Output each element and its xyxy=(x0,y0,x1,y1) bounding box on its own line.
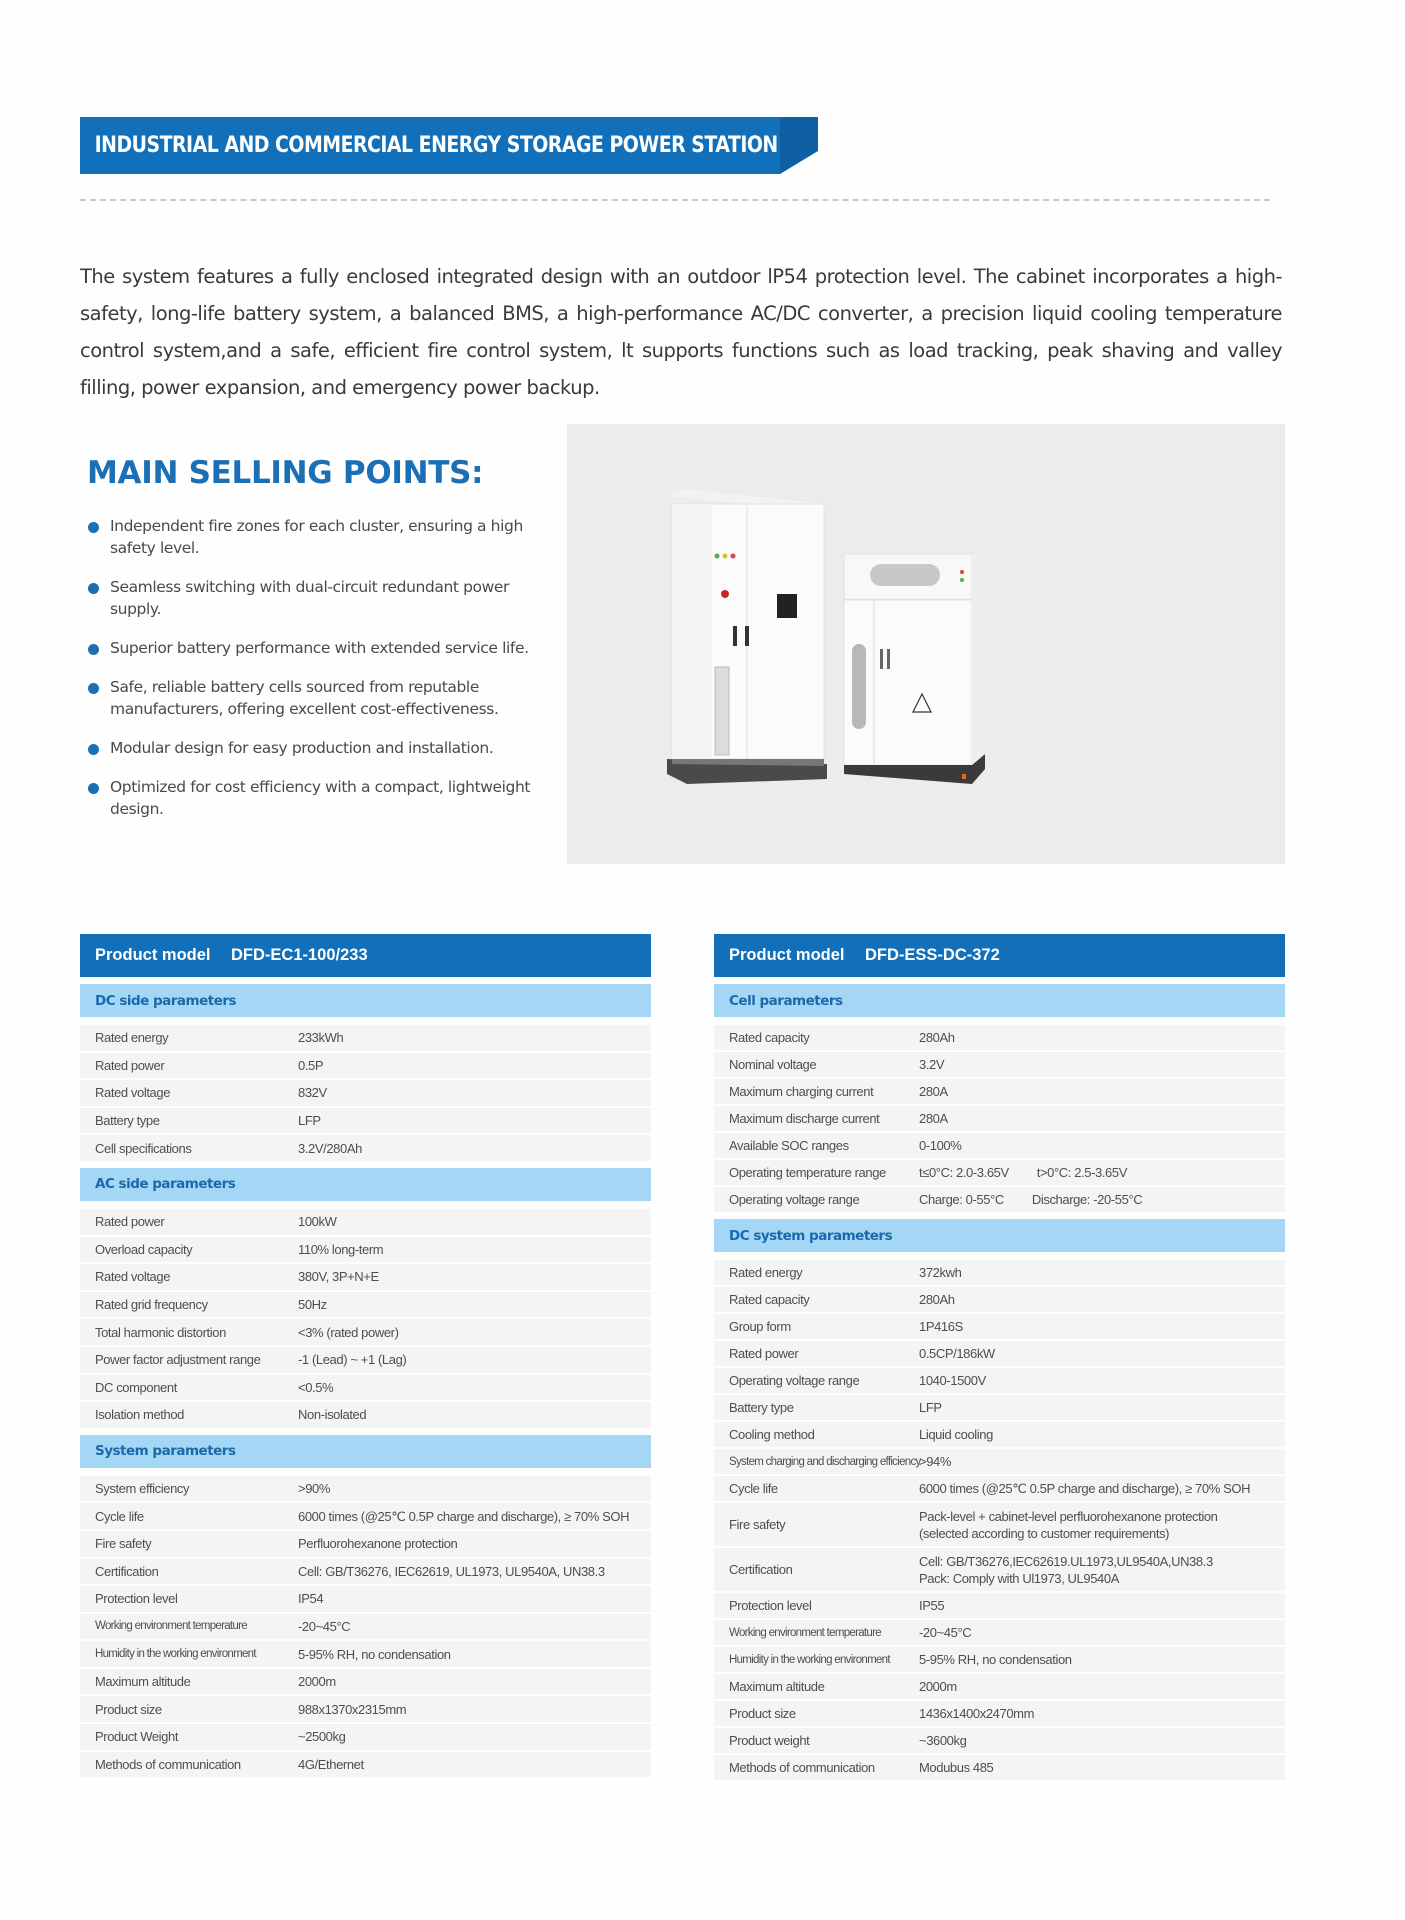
selling-point: Modular design for easy production and installation. xyxy=(88,737,543,759)
table-row xyxy=(80,1531,651,1557)
param-name: Maximum altitude xyxy=(729,1679,825,1694)
table-row xyxy=(714,1187,1285,1212)
param-value xyxy=(298,1533,651,1554)
param-value-text: Liquid cooling xyxy=(919,1427,993,1442)
param-value xyxy=(919,1189,1285,1210)
table-row xyxy=(714,1368,1285,1393)
param-name: System charging and discharging efficiency xyxy=(729,1455,921,1468)
param-name: Product weight xyxy=(729,1733,810,1748)
param-name: Maximum charging current xyxy=(729,1084,874,1099)
model-header xyxy=(80,934,651,977)
table-row xyxy=(714,1025,1285,1050)
bullet-icon xyxy=(88,783,99,794)
table-row xyxy=(80,1025,651,1051)
model-header xyxy=(714,934,1285,977)
param-value xyxy=(298,1322,651,1343)
param-value-text: -20~45°C xyxy=(919,1625,972,1640)
param-value-text: 2000m xyxy=(298,1674,336,1690)
param-value xyxy=(298,1110,651,1131)
param-name: Rated capacity xyxy=(729,1030,810,1045)
param-value xyxy=(298,1055,651,1076)
param-name: Maximum altitude xyxy=(95,1674,191,1690)
param-name: Nominal voltage xyxy=(729,1057,817,1072)
param-value-text: <3% (rated power) xyxy=(298,1324,399,1340)
param-value-text: 1436x1400x2470mm xyxy=(919,1706,1035,1721)
cabinets-illustration xyxy=(567,424,1285,864)
param-value xyxy=(919,1595,1285,1616)
param-value-text: Cell: GB/T36276, IEC62619, UL1973, UL9540A, UN38.3 xyxy=(298,1563,605,1579)
section-header: System parameters xyxy=(80,1435,651,1468)
param-value-text: 372kwh xyxy=(919,1265,962,1280)
param-value xyxy=(298,1478,651,1499)
param-name: Operating temperature range xyxy=(729,1165,886,1180)
param-value-text: 280Ah xyxy=(919,1292,955,1307)
param-value xyxy=(919,1370,1285,1391)
param-value-text: 100kW xyxy=(298,1214,337,1230)
param-value xyxy=(298,1294,651,1315)
param-value-text: 0.5P xyxy=(298,1057,324,1073)
param-value xyxy=(919,1676,1285,1697)
param-name: Protection level xyxy=(95,1591,178,1607)
product-image xyxy=(567,424,1285,864)
section-header: DC system parameters xyxy=(714,1219,1285,1252)
param-name: System efficiency xyxy=(95,1481,190,1497)
param-value xyxy=(298,1027,651,1048)
param-name: Cycle life xyxy=(95,1508,144,1524)
bullet-icon xyxy=(88,644,99,655)
param-value-text: 3.2V/280Ah xyxy=(298,1140,362,1156)
selling-point: Optimized for cost efficiency with a compact, lightweight design. xyxy=(88,776,543,820)
bullet-icon xyxy=(88,683,99,694)
param-value-text: 5-95% RH, no condensation xyxy=(298,1646,451,1662)
table-row xyxy=(80,1641,651,1667)
param-name: Rated voltage xyxy=(95,1085,171,1101)
table-row xyxy=(80,1292,651,1318)
table-row xyxy=(80,1135,651,1161)
param-name: Rated power xyxy=(95,1214,165,1230)
table-row xyxy=(714,1260,1285,1285)
param-value-text: IP55 xyxy=(919,1598,945,1613)
param-name: Rated voltage xyxy=(95,1269,171,1285)
param-name: Product Weight xyxy=(95,1729,179,1745)
param-name: Cycle life xyxy=(729,1481,778,1496)
section-header: DC side parameters xyxy=(80,984,651,1017)
intro-paragraph: The system features a fully enclosed integrated design with an outdoor lP54 protection level. The cabinet incorporates a high-safety, long-life battery system, a balanced BMS, a high-performance AC/DC converter, a precision liquid cooling temperature control system,and a safe, efficient fire control system, lt supports functions such as load tracking, peak shaving and valley filling, power expansion, and emergency power backup. xyxy=(80,264,1282,399)
section-header: Cell parameters xyxy=(714,984,1285,1017)
param-value xyxy=(298,1644,651,1665)
param-value-text: Cell: GB/T36276,IEC62619.UL1973,UL9540A,UN38.3 xyxy=(919,1553,1213,1569)
table-row xyxy=(714,1422,1285,1447)
param-name: Working environment temperature xyxy=(95,1620,247,1633)
param-name: Overload capacity xyxy=(95,1241,193,1257)
param-value-text: 50Hz xyxy=(298,1297,327,1313)
table-row xyxy=(714,1728,1285,1753)
table-row xyxy=(80,1586,651,1612)
param-name: Group form xyxy=(729,1319,791,1334)
table-row xyxy=(714,1133,1285,1158)
param-value xyxy=(919,1703,1285,1724)
param-value xyxy=(298,1561,651,1582)
param-value xyxy=(298,1211,651,1232)
param-name: DC component xyxy=(95,1379,177,1395)
param-value xyxy=(919,1262,1285,1283)
param-value-text: ~3600kg xyxy=(919,1733,967,1748)
param-name: Total harmonic distortion xyxy=(95,1324,226,1340)
table-row xyxy=(714,1395,1285,1420)
table-row xyxy=(80,1614,651,1640)
param-value xyxy=(919,1478,1285,1499)
table-row xyxy=(80,1108,651,1134)
table-row xyxy=(714,1701,1285,1726)
selling-point: Independent fire zones for each cluster, ensuring a high safety level. xyxy=(88,515,543,559)
param-value xyxy=(919,1649,1285,1670)
spec-table-dfd-ess-dc xyxy=(714,934,1285,1782)
table-row xyxy=(714,1593,1285,1618)
param-value-text: 1P416S xyxy=(919,1319,963,1334)
param-value-text: 110% long-term xyxy=(298,1241,384,1257)
param-value-text: 988x1370x2315mm xyxy=(298,1701,407,1717)
selling-points-heading: MAIN SELLING POINTS: xyxy=(87,455,484,491)
param-name: Fire safety xyxy=(95,1536,152,1552)
param-name: Cooling method xyxy=(729,1427,815,1442)
param-value-text: Modubus 485 xyxy=(919,1760,994,1775)
param-name: Methods of communication xyxy=(95,1756,241,1772)
table-row xyxy=(80,1347,651,1373)
table-row xyxy=(80,1264,651,1290)
param-name: Humidity in the working environment xyxy=(95,1648,256,1661)
table-row xyxy=(80,1319,651,1345)
table-row xyxy=(714,1503,1285,1546)
param-name: Operating voltage range xyxy=(729,1373,860,1388)
table-row xyxy=(714,1160,1285,1185)
section-rows xyxy=(714,1025,1285,1212)
selling-point: Safe, reliable battery cells sourced from reputable manufacturers, offering excellent cost-effectiveness. xyxy=(88,676,543,720)
table-row xyxy=(80,1696,651,1722)
param-value xyxy=(298,1754,651,1775)
param-value-text: Non-isolated xyxy=(298,1407,367,1423)
param-value xyxy=(298,1726,651,1747)
param-value xyxy=(919,1397,1285,1418)
table-row xyxy=(80,1402,651,1428)
param-value-text: 280A xyxy=(919,1084,948,1099)
table-row xyxy=(80,1476,651,1502)
param-value-text: 4G/Ethernet xyxy=(298,1756,364,1772)
param-value xyxy=(298,1377,651,1398)
table-row xyxy=(80,1080,651,1106)
spec-table-dfd-ec1 xyxy=(80,934,651,1779)
param-value-text: Charge: 0-55°C xyxy=(919,1192,1004,1207)
section-rows xyxy=(80,1209,651,1428)
model-label: Product model xyxy=(95,946,211,964)
table-row xyxy=(714,1449,1285,1474)
param-value-text: 5-95% RH, no condensation xyxy=(919,1652,1072,1667)
param-name: Available SOC ranges xyxy=(729,1138,849,1153)
param-value xyxy=(919,1108,1285,1129)
param-value xyxy=(298,1239,651,1260)
param-name: Rated energy xyxy=(95,1030,169,1046)
table-row xyxy=(714,1620,1285,1645)
param-value-text: Pack-level + cabinet-level perfluorohexanone protection xyxy=(919,1508,1218,1524)
param-value xyxy=(919,1424,1285,1445)
param-value-text: 2000m xyxy=(919,1679,957,1694)
param-value xyxy=(298,1506,651,1527)
param-value xyxy=(298,1616,651,1637)
param-value xyxy=(298,1588,651,1609)
table-row xyxy=(80,1053,651,1079)
dashed-divider xyxy=(80,199,1270,201)
param-value xyxy=(298,1671,651,1692)
param-name: Maximum discharge current xyxy=(729,1111,880,1126)
param-name: Battery type xyxy=(729,1400,794,1415)
table-row xyxy=(714,1314,1285,1339)
param-value-text: LFP xyxy=(919,1400,942,1415)
param-value-text: ~2500kg xyxy=(298,1729,346,1745)
param-value xyxy=(298,1404,651,1425)
param-value-text: 0.5CP/186kW xyxy=(919,1346,995,1361)
param-name: Working environment temperature xyxy=(729,1626,881,1639)
param-value xyxy=(919,1730,1285,1751)
table-row xyxy=(80,1209,651,1235)
table-row xyxy=(80,1375,651,1401)
param-value-text: >90% xyxy=(298,1481,331,1497)
model-label: Product model xyxy=(729,946,845,964)
section-rows xyxy=(714,1260,1285,1780)
selling-point: Seamless switching with dual-circuit redundant power supply. xyxy=(88,576,543,620)
param-value xyxy=(919,1506,1285,1544)
param-value xyxy=(298,1082,651,1103)
bullet-icon xyxy=(88,522,99,533)
section-rows xyxy=(80,1025,651,1161)
table-row xyxy=(714,1052,1285,1077)
param-value-text: -1 (Lead) ~ +1 (Lag) xyxy=(298,1352,407,1368)
selling-point: Superior battery performance with extended service life. xyxy=(88,637,543,659)
table-row xyxy=(80,1724,651,1750)
param-value-text: 280Ah xyxy=(919,1030,955,1045)
param-value-text: >94% xyxy=(919,1454,952,1469)
param-value-text: 380V, 3P+N+E xyxy=(298,1269,379,1285)
param-value xyxy=(919,1027,1285,1048)
param-value-text: 832V xyxy=(298,1085,327,1101)
param-value xyxy=(919,1162,1285,1183)
table-row xyxy=(714,1755,1285,1780)
table-row xyxy=(714,1106,1285,1131)
param-name: Cell specifications xyxy=(95,1140,192,1156)
section-rows xyxy=(80,1476,651,1778)
param-name: Fire safety xyxy=(729,1517,786,1532)
param-value-text: 6000 times (@25℃ 0.5P charge and discharge), ≥ 70% SOH xyxy=(919,1481,1251,1496)
param-value-text: 6000 times (@25℃ 0.5P charge and discharge), ≥ 70% SOH xyxy=(298,1508,630,1524)
param-value xyxy=(919,1343,1285,1364)
param-value-text: 0-100% xyxy=(919,1138,962,1153)
large-cabinet xyxy=(667,489,827,784)
param-name: Rated capacity xyxy=(729,1292,810,1307)
param-name: Rated grid frequency xyxy=(95,1297,208,1313)
param-value xyxy=(298,1349,651,1370)
param-value-text: 1040-1500V xyxy=(919,1373,986,1388)
banner-tail-shape xyxy=(780,117,818,174)
table-row xyxy=(714,1341,1285,1366)
param-name: Rated energy xyxy=(729,1265,803,1280)
param-name: Certification xyxy=(729,1562,793,1577)
page-title-banner xyxy=(80,117,780,174)
param-value xyxy=(919,1289,1285,1310)
table-row xyxy=(714,1647,1285,1672)
param-value-secondary: t>0°C: 2.5-3.65V xyxy=(1036,1165,1127,1180)
param-value xyxy=(298,1266,651,1287)
table-row xyxy=(80,1559,651,1585)
param-name: Rated power xyxy=(95,1057,165,1073)
bullet-icon xyxy=(88,744,99,755)
param-name: Certification xyxy=(95,1563,159,1579)
selling-points-list xyxy=(88,515,543,837)
table-row xyxy=(80,1503,651,1529)
model-value: DFD-ESS-DC-372 xyxy=(865,946,1000,964)
param-value-line2: Pack: Comply with Ul1973, UL9540A xyxy=(919,1570,1119,1586)
param-value xyxy=(919,1135,1285,1156)
param-value xyxy=(919,1316,1285,1337)
param-name: Product size xyxy=(95,1701,162,1717)
param-value-text: IP54 xyxy=(298,1591,324,1607)
model-value: DFD-EC1-100/233 xyxy=(231,946,368,964)
table-row xyxy=(80,1752,651,1778)
param-value xyxy=(919,1054,1285,1075)
param-name: Product size xyxy=(729,1706,796,1721)
table-row xyxy=(714,1548,1285,1591)
table-row xyxy=(714,1674,1285,1699)
bullet-icon xyxy=(88,583,99,594)
param-name: Protection level xyxy=(729,1598,812,1613)
param-value-text: -20~45°C xyxy=(298,1618,351,1634)
table-row xyxy=(714,1287,1285,1312)
param-value xyxy=(298,1138,651,1159)
param-value-line2: (selected according to customer requirements) xyxy=(919,1525,1170,1541)
param-value-text: Perfluorohexanone protection xyxy=(298,1536,458,1552)
param-value xyxy=(298,1699,651,1720)
param-value-secondary: Discharge: -20-55°C xyxy=(1031,1192,1143,1207)
param-value-text: LFP xyxy=(298,1113,321,1129)
param-value-text: t≤0°C: 2.0-3.65V xyxy=(919,1165,1009,1180)
section-header: AC side parameters xyxy=(80,1168,651,1201)
param-value xyxy=(919,1551,1285,1589)
param-value-text: 233kWh xyxy=(298,1030,344,1046)
page-title: INDUSTRIAL AND COMMERCIAL ENERGY STORAGE POWER STATION xyxy=(94,133,778,158)
param-value-text: 280A xyxy=(919,1111,948,1126)
param-value-text: 3.2V xyxy=(919,1057,945,1072)
param-value xyxy=(919,1757,1285,1778)
param-value-text: <0.5% xyxy=(298,1379,334,1395)
param-value xyxy=(919,1622,1285,1643)
param-name: Power factor adjustment range xyxy=(95,1352,261,1368)
param-name: Operating voltage range xyxy=(729,1192,860,1207)
table-row xyxy=(714,1079,1285,1104)
table-row xyxy=(80,1669,651,1695)
param-value xyxy=(919,1451,1285,1472)
param-value xyxy=(919,1081,1285,1102)
param-name: Methods of communication xyxy=(729,1760,875,1775)
table-row xyxy=(80,1237,651,1263)
table-row xyxy=(714,1476,1285,1501)
param-name: Battery type xyxy=(95,1113,160,1129)
small-cabinet xyxy=(844,554,985,784)
param-name: Humidity in the working environment xyxy=(729,1653,890,1666)
param-name: Rated power xyxy=(729,1346,799,1361)
param-name: Isolation method xyxy=(95,1407,184,1423)
